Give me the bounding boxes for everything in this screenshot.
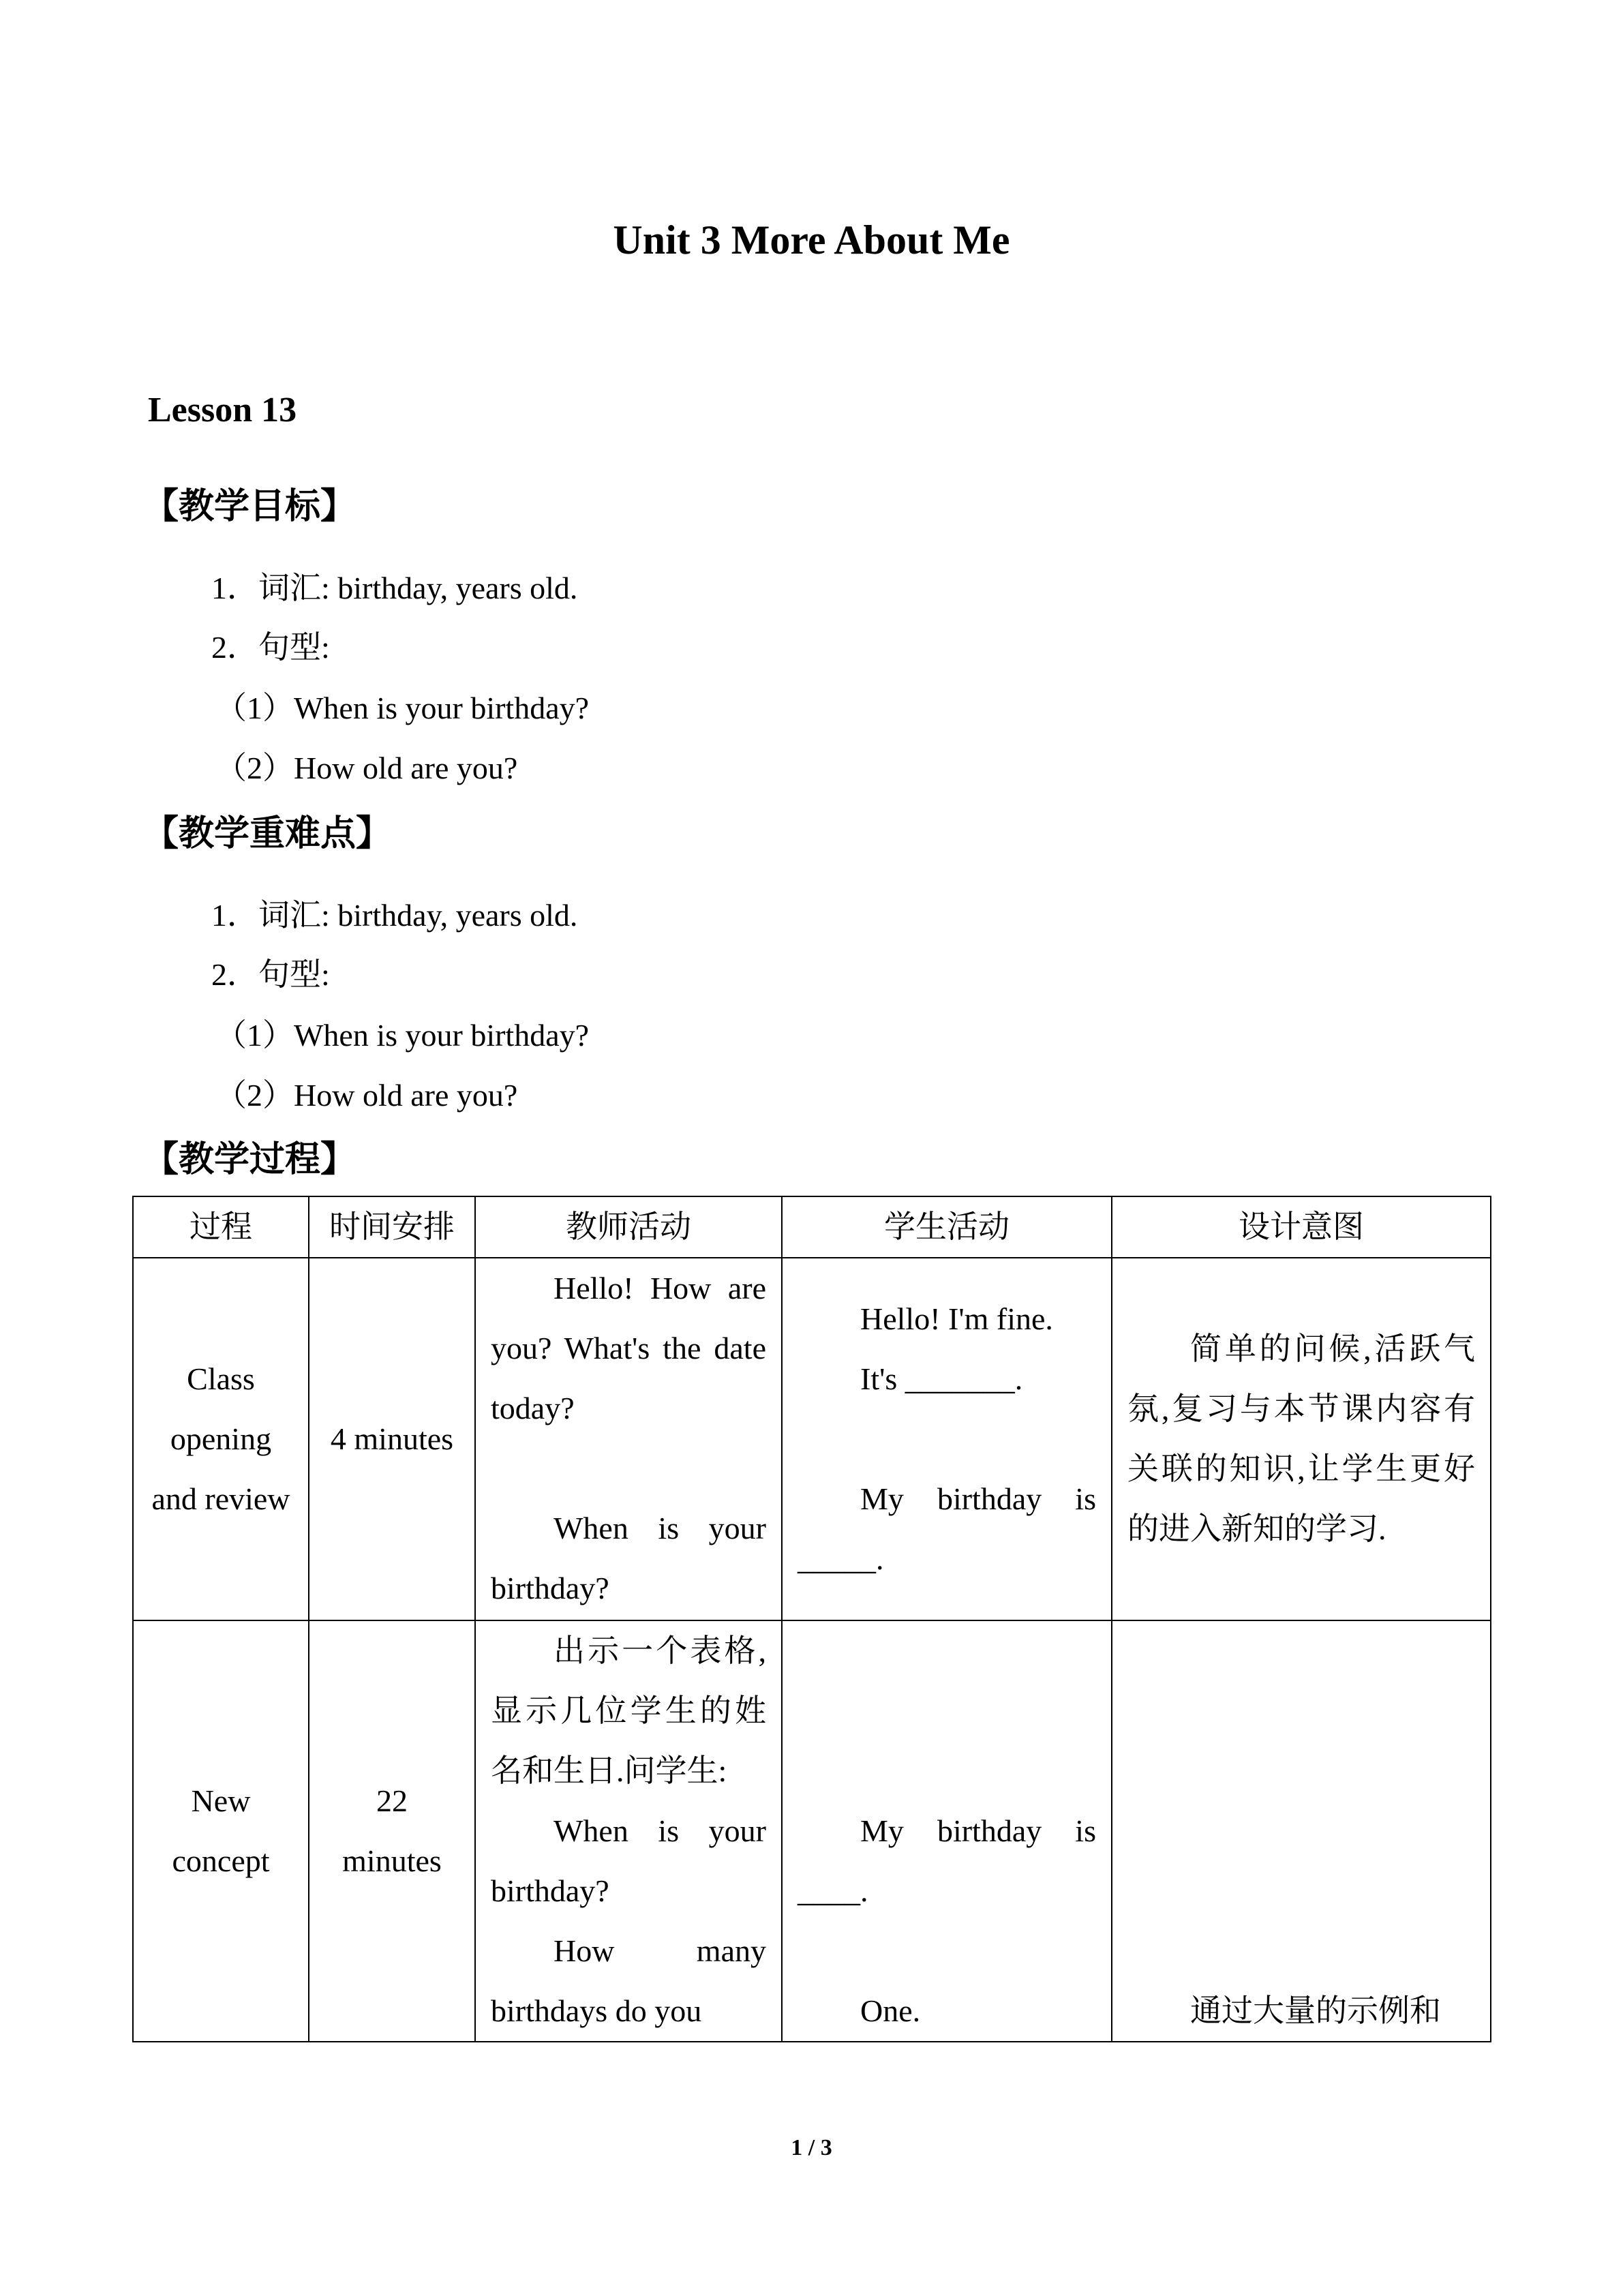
design-purpose-cell: 简单的问候,活跃气氛,复习与本节课内容有关联的知识,让学生更好的进入新知的学习.	[1112, 1258, 1491, 1620]
stage-cell: New concept	[133, 1620, 309, 2042]
key-points-item: （1）When is your birthday?	[215, 1018, 590, 1053]
objectives-heading: 【教学目标】	[143, 487, 357, 526]
page-title: Unit 3 More About Me	[613, 217, 1010, 262]
design-purpose-cell: 通过大量的示例和	[1112, 1620, 1491, 2042]
key-points-heading: 【教学重难点】	[143, 815, 392, 854]
objectives-item: 2．句型:	[211, 630, 330, 665]
column-header: 设计意图	[1112, 1196, 1491, 1258]
key-points-item: 1．词汇: birthday, years old.	[211, 898, 578, 933]
table-row	[133, 1258, 1491, 1620]
process-heading: 【教学过程】	[143, 1141, 357, 1179]
table-row	[133, 1620, 1491, 2042]
table-header-row	[133, 1196, 1491, 1258]
page-number: 1 / 3	[791, 2135, 832, 2160]
column-header: 教师活动	[475, 1196, 782, 1258]
student-activity-cell: My birthday is ____. One.	[782, 1620, 1112, 2042]
key-points-item: （2）How old are you?	[215, 1078, 518, 1113]
teacher-activity-cell: 出示一个表格,显示几位学生的姓名和生日.问学生: When is your birthday? How many birthdays do you	[475, 1620, 782, 2042]
objectives-item: （2）How old are you?	[215, 751, 518, 785]
objectives-item: （1）When is your birthday?	[215, 691, 590, 725]
stage-cell: Class opening and review	[133, 1258, 309, 1620]
key-points-item: 2．句型:	[211, 957, 330, 992]
objectives-item: 1．词汇: birthday, years old.	[211, 571, 578, 605]
column-header: 学生活动	[782, 1196, 1112, 1258]
process-table	[132, 1196, 1491, 2042]
column-header: 时间安排	[309, 1196, 475, 1258]
time-cell: 22 minutes	[309, 1620, 475, 2042]
student-activity-cell: Hello! I'm fine. It's _______. My birthday is _____.	[782, 1258, 1112, 1620]
lesson-title: Lesson 13	[148, 391, 297, 429]
time-cell: 4 minutes	[309, 1258, 475, 1620]
teacher-activity-cell: Hello! How are you? What's the date today? When is your birthday?	[475, 1258, 782, 1620]
column-header: 过程	[133, 1196, 309, 1258]
